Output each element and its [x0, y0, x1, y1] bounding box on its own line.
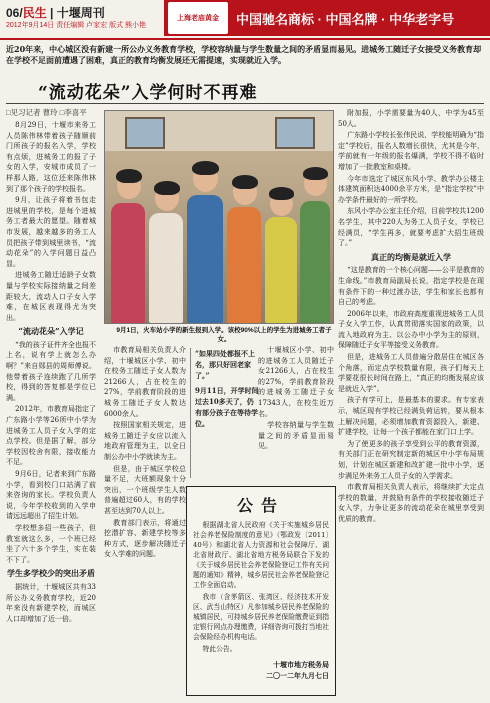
paragraph: 今年市选定了城区东风小学、教学办公楼主体建筑面积达4000余平方米，是“指定学校”中办学条件最好的一所学校。 — [338, 174, 484, 204]
photo-window — [275, 117, 315, 149]
notice-paragraph: 我市（含茅箭区、张湾区、经济技术开发区、武当山特区）凡参加城乡居民养老保险的城镇居民，可持城乡居民养老保险缴费证到指定银行网点办理缴费，详细咨询可拨打当地社会保险经办机构电话。 — [193, 593, 329, 641]
paragraph: 东风小学办公室主任介绍，目前学校共1200名学生，其中220人为务工人员子女，学校已经满员，“学生再多，就要考虑扩大招生班级了。” — [338, 207, 484, 248]
notice-signature — [193, 660, 329, 681]
child-figure — [149, 213, 183, 323]
paragraph: 2012年，市教育局指定了广东路小学等26所中小学为进城务工人员子女入学的定点学校。但是据了解，部分学校因校舍有限，接收能力不足。 — [6, 405, 96, 467]
paragraph: 按照国家相关规定，进城务工随迁子女应以流入地政府管理为主，以全日制公办中小学就读为主。 — [104, 421, 186, 461]
paragraph: “这是教育的一个核心问题——公平是教育的生命线。”市教育局副局长说，指定学校是在现有条件下的一种过渡办法，学生和家长也都有自己的考虑。 — [338, 266, 484, 307]
child-hair — [303, 167, 328, 180]
photo-window — [125, 117, 165, 149]
paragraph: 学校容纳量与学生数量之间的矛盾显而易见。 — [258, 421, 334, 451]
child-hair — [192, 161, 219, 175]
paragraph: 但是，进城务工人员普遍分散居住在城区各个角落，而定点学校数量有限，孩子们每天上学要花很长时间在路上，“真正的均衡发展应该是就近入学”。 — [338, 353, 484, 393]
paragraph: “我的孩子证件齐全也报不上名，说有学上就怎么办啊？”来自郧县的周师傅说。他带着孩子连续跑了几所学校，得到的答复都是学位已满。 — [6, 340, 96, 402]
paragraph: 9月6日，记者来到广东路小学，看到校门口站满了前来咨询的家长。学校负责人说，今年学校收到的入学申请远远超出了招生计划。 — [6, 470, 96, 521]
headline-rule — [6, 103, 484, 104]
advertisement-banner[interactable] — [164, 0, 490, 36]
child-figure — [265, 217, 297, 323]
paragraph: 2006年以来，市政府高度重视进城务工人员子女入学工作，认真贯彻落实国家的政策，以流入地政府为主、以公办中小学为主的原则，保障随迁子女平等接受义务教育。 — [338, 309, 484, 350]
paragraph: 但是，由于城区学校总量不足，大班额现象十分突出，一个班级学生人数普遍超过60人，有的学校甚至达到70人以上。 — [104, 464, 186, 515]
child-figure — [111, 203, 145, 323]
child-hair — [232, 175, 258, 189]
article-headline: “流动花朵”入学何时不再难 — [38, 83, 258, 103]
pull-quote — [190, 348, 259, 478]
notice-paragraph: 根据湖北省人民政府《关于实施城乡居民社会养老保险制度的意见》（鄂政发〔2011〕40号）和湖北省人力资源和社会保障厅、湖北省财政厅、湖北省地方税务局联合下发的《关于城乡居民社会养老保险登记工作有关问题的通知》精神，城乡居民社会养老保险登记工作全面启动。 — [193, 521, 329, 589]
article-column-1 — [6, 120, 96, 698]
brand-logo: 上海老庙黄金 — [168, 2, 228, 34]
article-column-3 — [258, 345, 334, 477]
paragraph: 为了使更多的孩子享受到公平的教育资源，有关部门正在研究制定新的城区中小学布局规划，计划在城区新建和改扩建一批中小学，逐步满足外来务工人员子女的入学需求。 — [338, 439, 484, 480]
article-column-4 — [338, 108, 484, 698]
notice-paragraph: 特此公告。 — [202, 645, 237, 653]
paragraph: 据统计，十堰城区共有33所公办义务教育学校，近20年来没有新建学校，而城区人口却增加了近一倍。 — [6, 582, 96, 623]
notice-date: 二〇一二年九月七日 — [266, 671, 329, 680]
child-hair — [154, 181, 180, 195]
public-notice — [186, 486, 336, 696]
notice-body — [193, 520, 329, 654]
paragraph: 广东路小学校长张伟民说，学校能明确为“指定”学校后，报名人数增长很快，尤其是今年，学前就有一年级的报名爆满，学校不得不临时增加了一批教室和桌椅。 — [338, 131, 484, 171]
section-name: 民生 — [22, 6, 47, 20]
child-figure — [227, 207, 261, 323]
paragraph: 进城务工随迁适龄子女数量与学校实际接纳量之间差距较大，流动人口子女入学难，在城区表现得尤为突出。 — [6, 271, 96, 322]
section-header — [6, 4, 105, 21]
paragraph: 孩子有学可上，是最基本的要求。有专家表示，城区现有学校已经满负荷运转，要从根本上解决问题，必须增加教育资源投入，新建、扩建学校，让每一个孩子都能在家门口上学。 — [338, 396, 484, 437]
paragraph: 市教育局相关负责人介绍，十堰城区小学、初中在校务工随迁子女人数为21266人，占在校生的27%，学前教育阶段的进城务工随迁子女人数达6000余人。 — [104, 346, 186, 418]
paragraph: 教育部门表示，将通过挖潜扩容、新建学校等多种方式，逐步解决随迁子女入学难的问题。 — [104, 518, 186, 559]
child-figure — [300, 201, 330, 323]
child-figure — [187, 195, 223, 323]
ad-slogan: 中国驰名商标 · 中国名牌 · 中华老字号 — [236, 11, 455, 27]
article-column-2 — [104, 345, 186, 691]
header-rule — [0, 38, 490, 40]
paragraph: 8月29日，十堰市来务工人员陈伟林带着孩子随顺前门所孩子的报名入学，学校有点烦，进城务工的报了子女的入学，安城市成员了一样那人路，这位还来陈伟林到了那个孩子的学校报名。 — [6, 121, 96, 193]
paragraph: 9月，让孩子将着书包走进城里的学校，是每个进城务工者最大的愿望。随着城市发展，越来越多的务工人员把孩子带到城里读书，“流动花朵”的入学问题日益凸显。 — [6, 196, 96, 268]
notice-org: 十堰市地方税务局 — [273, 660, 329, 669]
paragraph: 十堰城区小学、初中的进城务工人员随迁子女21266人，占在校生的27%，学前教育阶段的进城务工随迁子女17343人，在校生近万名。 — [258, 346, 334, 418]
section-number: 06/ — [6, 6, 23, 20]
date-line: 2012年9月14日 责任编辑 卢家宏 版式 熊小艳 — [6, 22, 147, 29]
subheading: 真正的均衡是就近入学 — [371, 251, 451, 262]
quote-paragraph: “如果四处都报不上名，那只好回老家了。” — [195, 349, 256, 380]
photo-caption: 9月1日，火车站小学的新生报到入学。该校90%以上的学生为进城务工者子女。 — [116, 327, 332, 343]
subheading: 学生多学校少的突出矛盾 — [7, 568, 95, 579]
paragraph: 附加报，小学需要量为40人，中学为45至50人。 — [338, 109, 484, 128]
paragraph: 市教育局相关负责人表示，将继续扩大定点学校的数量，并鼓励有条件的学校接收随迁子女入学，力争让更多的流动花朵在城里享受到优质的教育。 — [338, 483, 484, 523]
header-divider: | — [50, 6, 54, 20]
child-hair — [269, 187, 294, 200]
paragraph: 学校想多招一些孩子，但教室就这么多，一个班已经坐了六十多个学生，实在装不下了。 — [6, 523, 96, 564]
subheading: “流动花朵”入学记 — [18, 326, 84, 337]
paper-name: 十堰周刊 — [56, 6, 105, 20]
quote-paragraph: 9月11日，开学时间过去10多天了，仍有部分孩子在等待学位。 — [195, 386, 259, 428]
child-hair — [116, 169, 142, 183]
news-photo — [104, 110, 334, 324]
article-byline: □见习记者 曹玲 □李喜平 — [6, 108, 87, 117]
article-lead: 近20年来，中心城区没有新建一所公办义务教育学校，学校容纳量与学生数量之间的矛盾显而易见。进城务工随迁子女接受义务教育却在学校不足面前遭遇了困难，真正的教育均衡发展还无需提速，实现就近入学。 — [6, 44, 482, 65]
notice-title: 公告 — [236, 496, 285, 515]
